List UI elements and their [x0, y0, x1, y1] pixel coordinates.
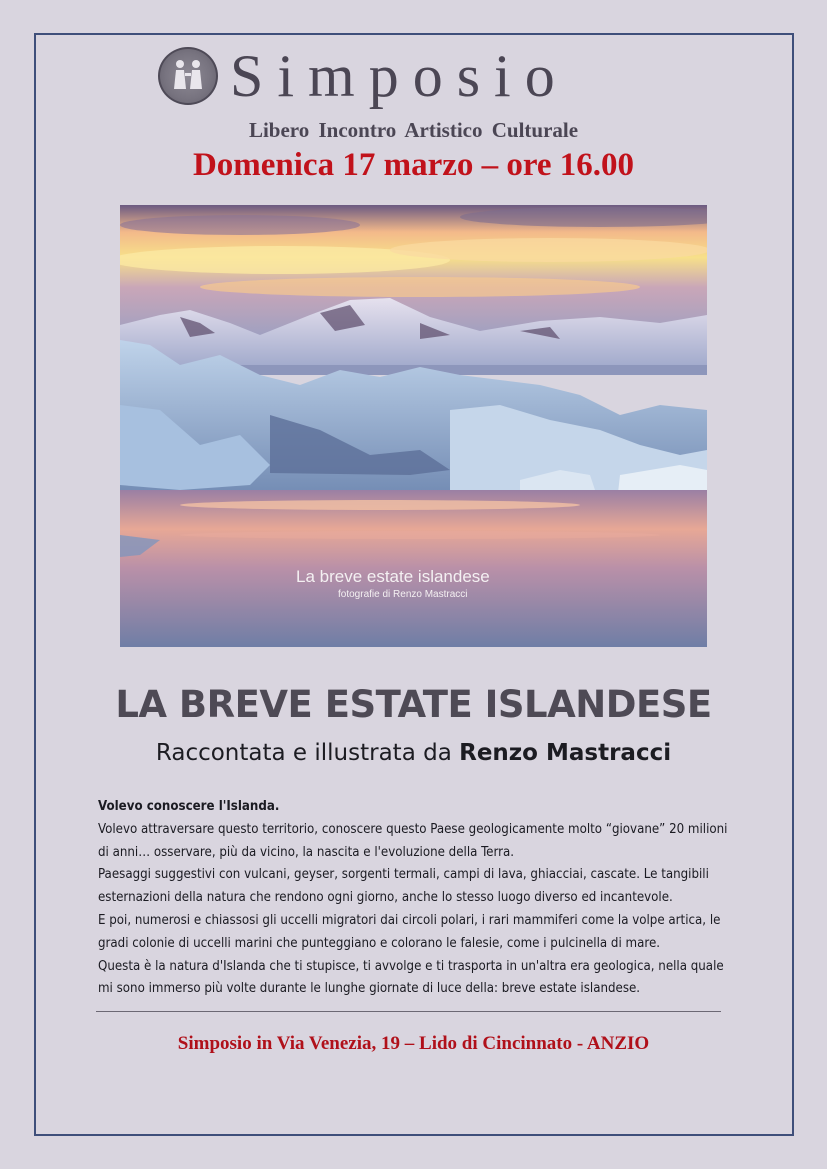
description-lead: Volevo conoscere l'Islanda.: [98, 799, 280, 814]
byline-author: Renzo Mastracci: [459, 740, 672, 766]
simposio-logo-icon: [158, 47, 218, 105]
byline-prefix: Raccontata e illustrata da: [155, 740, 460, 766]
brand-subtitle-text: Libero Incontro Artistico Culturale: [248, 118, 579, 142]
description-paragraph: E poi, numerosi e chiassosi gli uccelli migratori dai circoli polari, i rari mammiferi come la volpe artica, le gradi colonie di uccelli marini che punteggiano e colorano le falesie, come i pulcinella di mare.: [98, 912, 721, 951]
header: [158, 43, 569, 109]
venue-address: Simposio in Via Venezia, 19 – Lido di Cincinnato - ANZIO: [177, 1033, 650, 1054]
description-paragraph: Volevo attraversare questo territorio, conoscere questo Paese geologicamente molto “giovane” 20 milioni di anni… osservare, più da vicino, la nascita e l'evoluzione della Terra.: [98, 821, 728, 860]
event-byline: [0, 740, 827, 766]
photo-caption-title: La breve estate islandese: [296, 567, 490, 586]
divider: [96, 1011, 721, 1012]
event-description: [98, 796, 728, 1001]
brand-name: Simposio: [230, 43, 569, 109]
photo-caption-credit: fotografie di Renzo Mastracci: [338, 589, 468, 600]
cover-photo: [120, 205, 707, 647]
brand-subtitle: [0, 118, 827, 143]
event-title: LA BREVE ESTATE ISLANDESE: [115, 683, 712, 726]
event-date: Domenica 17 marzo – ore 16.00: [192, 147, 635, 183]
description-paragraph: Paesaggi suggestivi con vulcani, geyser, sorgenti termali, campi di lava, ghiacciai, cascate. Le tangibili esternazioni della natura che rendono ogni giorno, anche lo stesso luogo diverso ed incantevole.: [98, 867, 709, 906]
photo-caption: [296, 567, 490, 600]
description-paragraph: Questa è la natura d'Islanda che ti stupisce, ti avvolge e ti trasporta in un'altra era geologica, nella quale mi sono immerso più volte durante le lunghe giornate di luce della: breve estate islandese.: [98, 958, 724, 997]
